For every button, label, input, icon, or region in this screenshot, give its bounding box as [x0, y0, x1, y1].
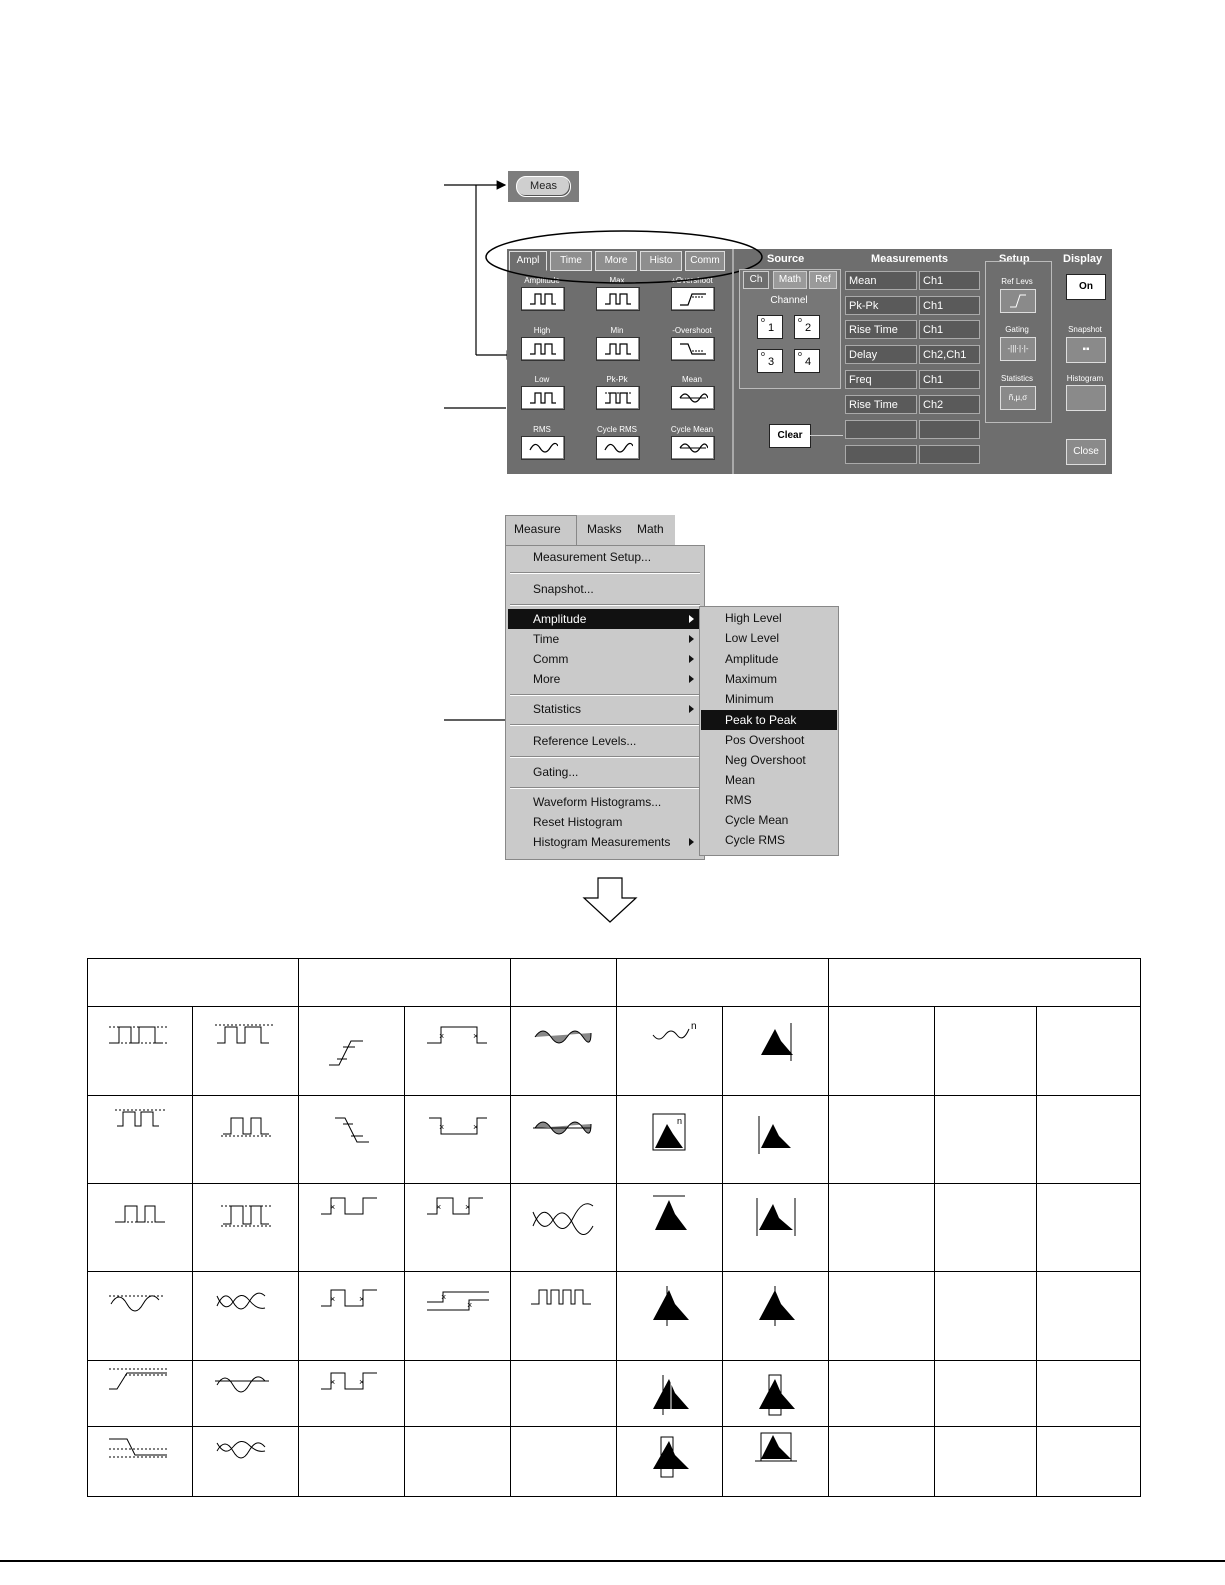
menu-item-histogram-measurements[interactable]: Histogram Measurements: [533, 835, 671, 849]
amplitude-label: Amplitude: [524, 276, 560, 285]
period-icon: [317, 1194, 387, 1234]
svg-text:×: ×: [358, 1377, 364, 1388]
phase-wave-icon: [529, 1196, 599, 1246]
submenu-cycle-rms[interactable]: Cycle RMS: [725, 833, 786, 847]
svg-text:×: ×: [464, 1201, 470, 1212]
frequency-icon: [423, 1194, 493, 1234]
table-cell: [935, 1183, 1037, 1271]
fall-time-icon: [317, 1110, 387, 1160]
table-header-cell: [829, 959, 1141, 1007]
table-cell: [405, 1426, 511, 1496]
submenu-pos-overshoot[interactable]: Pos Overshoot: [725, 733, 805, 747]
meas-row-2-name[interactable]: Pk-Pk: [845, 296, 917, 315]
snapshot-label: Snapshot: [1068, 325, 1102, 334]
rms-wave-icon: [528, 440, 558, 456]
table-cell: [935, 1007, 1037, 1095]
submenu-neg-overshoot[interactable]: Neg Overshoot: [725, 753, 806, 767]
submenu-arrow-icon: [689, 705, 694, 713]
low-wave-icon: [528, 390, 558, 406]
measure-dropdown: [505, 545, 705, 860]
menu-item-amplitude[interactable]: Amplitude: [533, 612, 587, 626]
area-wave-icon: [529, 1021, 599, 1061]
table-cell: [617, 1183, 723, 1271]
table-cell: [1037, 1095, 1141, 1183]
submenu-high-level[interactable]: High Level: [725, 611, 782, 625]
channel-1-label: 1: [768, 322, 775, 334]
display-title: Display: [1063, 253, 1103, 265]
svg-text:n: n: [690, 1021, 697, 1033]
meas-row-2-source[interactable]: Ch1: [919, 296, 980, 315]
meas-row-1-name[interactable]: Mean: [845, 271, 917, 290]
cycle-mean-wave-icon: [678, 440, 708, 456]
histogram-mean-icon: [741, 1280, 811, 1330]
source-tab-ref[interactable]: Ref: [809, 271, 837, 289]
channel-3-label: 3: [768, 356, 775, 368]
meas-row-8-name[interactable]: [845, 445, 917, 464]
table-cell: [723, 1007, 829, 1095]
table-cell: [829, 1007, 935, 1095]
neg-overshoot-label: -Overshoot: [672, 326, 712, 335]
cycle-area-wave-icon: [529, 1110, 599, 1150]
channel-label: Channel: [770, 295, 808, 306]
snapshot-icon: ▪▪: [1082, 344, 1090, 355]
table-cell: [88, 1183, 193, 1271]
source-tab-ch[interactable]: Ch: [743, 271, 769, 289]
statistics-label: Statistics: [1000, 374, 1033, 383]
neg-overshoot-button[interactable]: [671, 337, 715, 361]
amplitude-low-icon: [105, 1198, 175, 1238]
submenu-arrow-icon: [689, 675, 694, 683]
table-cell: [511, 1007, 617, 1095]
table-cell: [511, 1272, 617, 1361]
table-header-cell: [511, 959, 617, 1007]
mean-button[interactable]: [671, 386, 715, 410]
histogram-peak-hits-icon: [635, 1190, 705, 1240]
svg-text:×: ×: [358, 1294, 364, 1305]
min-wave-icon: [603, 341, 633, 357]
submenu-amplitude[interactable]: Amplitude: [725, 652, 779, 666]
meas-row-3-source[interactable]: Ch1: [919, 320, 980, 339]
meas-row-6-name[interactable]: Rise Time: [845, 395, 917, 414]
waveform-count-icon: [635, 1017, 705, 1057]
table-cell: [405, 1361, 511, 1426]
high-wave-icon: [528, 341, 558, 357]
clear-connector: [810, 435, 843, 436]
max-wave-icon: [211, 1021, 281, 1061]
setup-title: Setup: [999, 253, 1030, 265]
meas-row-5-source[interactable]: Ch1: [919, 370, 980, 389]
menu-separator: [510, 572, 700, 574]
clear-button[interactable]: Clear: [769, 424, 811, 448]
table-cell: [723, 1095, 829, 1183]
histogram-label: Histogram: [1066, 374, 1104, 383]
menu-item-more[interactable]: More: [533, 672, 561, 686]
panel-divider: [732, 249, 734, 474]
submenu-arrow-icon: [689, 615, 694, 623]
mean-wave-icon: [678, 390, 708, 406]
table-cell: [88, 1361, 193, 1426]
meas-row-7-source[interactable]: [919, 420, 980, 439]
source-title: Source: [767, 253, 805, 265]
histogram-pk-pk-icon: [741, 1192, 811, 1242]
menu-item-waveform-histograms[interactable]: Waveform Histograms...: [533, 795, 662, 809]
rms-label: RMS: [533, 425, 551, 434]
table-cell: [193, 1007, 299, 1095]
table-cell: [88, 1095, 193, 1183]
menu-item-time[interactable]: Time: [533, 632, 560, 646]
table-cell: [935, 1361, 1037, 1426]
down-arrow-icon: [580, 876, 640, 926]
table-cell: [723, 1183, 829, 1271]
table-cell: [617, 1007, 723, 1095]
min-label: Min: [610, 326, 624, 335]
table-cell: [723, 1426, 829, 1496]
table-cell: [299, 1095, 405, 1183]
pk-pk-wave-icon: [211, 1198, 281, 1238]
submenu-minimum[interactable]: Minimum: [725, 692, 774, 706]
menu-separator: [510, 787, 700, 789]
table-cell: [299, 1361, 405, 1426]
svg-text:×: ×: [438, 1031, 444, 1042]
svg-text:n: n: [676, 1115, 682, 1126]
neg-overshoot-icon: [105, 1433, 175, 1463]
ref-levs-label: Ref Levs: [1001, 277, 1033, 286]
measurement-icon-table: [87, 958, 1141, 1497]
histogram-mean-sigma-icon: [741, 1369, 811, 1419]
table-cell: [829, 1095, 935, 1183]
meas-button[interactable]: [508, 171, 579, 202]
svg-text:×: ×: [440, 1292, 446, 1303]
table-cell: [193, 1272, 299, 1361]
menu-item-gating[interactable]: Gating...: [533, 765, 579, 779]
low-button[interactable]: [521, 386, 565, 410]
pk-pk-wave-icon: [603, 390, 633, 406]
table-cell: [723, 1361, 829, 1426]
table-cell: [299, 1183, 405, 1271]
submenu-rms[interactable]: RMS: [725, 793, 752, 807]
table-cell: [405, 1095, 511, 1183]
table-cell: [405, 1272, 511, 1361]
menu-measure[interactable]: Measure: [514, 522, 561, 536]
snapshot-button[interactable]: [1066, 337, 1106, 363]
svg-text:×: ×: [435, 1201, 441, 1212]
meas-row-5-name[interactable]: Freq: [845, 370, 917, 389]
histogram-min-icon: [741, 1110, 811, 1160]
table-cell: [723, 1272, 829, 1361]
submenu-low-level[interactable]: Low Level: [725, 631, 780, 645]
meas-row-3-name[interactable]: Rise Time: [845, 320, 917, 339]
table-cell: [829, 1361, 935, 1426]
mean-wave-icon: [211, 1367, 281, 1397]
menu-item-snapshot[interactable]: Snapshot...: [533, 582, 594, 596]
meas-row-6-source[interactable]: Ch2: [919, 395, 980, 414]
meas-row-7-name[interactable]: [845, 420, 917, 439]
rise-time-icon: [317, 1029, 387, 1079]
tab-more[interactable]: More: [595, 251, 637, 271]
menu-item-reset-histogram[interactable]: Reset Histogram: [533, 815, 623, 829]
max-label: Max: [609, 276, 625, 285]
submenu-arrow-icon: [689, 655, 694, 663]
pk-pk-label: Pk-Pk: [606, 375, 628, 384]
high-button[interactable]: [521, 337, 565, 361]
table-cell: [88, 1272, 193, 1361]
table-cell: [1037, 1272, 1141, 1361]
mean-label: Mean: [681, 375, 702, 384]
statistics-button[interactable]: ñ,μ,σ: [1000, 386, 1036, 410]
svg-text:×: ×: [329, 1377, 335, 1388]
channel-2-button[interactable]: o 2: [794, 315, 820, 339]
table-cell: [617, 1272, 723, 1361]
histogram-sigma-icon: [635, 1431, 705, 1481]
negative-width-icon: [423, 1110, 493, 1150]
meas-row-4-name[interactable]: Delay: [845, 345, 917, 364]
histogram-max-icon: [741, 1015, 811, 1065]
high-wave-icon: [105, 1106, 175, 1146]
cycle-rms-label: Cycle RMS: [596, 425, 637, 434]
tab-histo[interactable]: Histo: [640, 251, 682, 271]
cycle-rms-button[interactable]: [596, 436, 640, 460]
menu-bar: [505, 515, 675, 545]
table-cell: [193, 1361, 299, 1426]
menu-item-statistics[interactable]: Statistics: [533, 702, 582, 716]
menu-item-measurement-setup[interactable]: Measurement Setup...: [533, 550, 652, 564]
cycle-mean-button[interactable]: [671, 436, 715, 460]
table-cell: [829, 1426, 935, 1496]
table-cell: [829, 1272, 935, 1361]
table-cell: [1037, 1007, 1141, 1095]
tab-time[interactable]: Time: [550, 251, 592, 271]
cycle-rms-wave-icon: [603, 440, 633, 456]
menu-masks[interactable]: Masks: [587, 522, 622, 536]
neg-overshoot-icon: [678, 341, 708, 357]
cycle-mean-wave-icon: [211, 1433, 281, 1463]
histogram-button[interactable]: [1066, 385, 1106, 411]
submenu-maximum[interactable]: Maximum: [725, 672, 778, 686]
table-cell: [935, 1272, 1037, 1361]
svg-text:×: ×: [472, 1121, 478, 1132]
table-cell: [88, 1426, 193, 1496]
source-tab-math[interactable]: Math: [773, 271, 807, 289]
svg-text:×: ×: [472, 1031, 478, 1042]
meas-row-1-source[interactable]: Ch1: [919, 271, 980, 290]
tabs-highlight-ellipse: [479, 227, 769, 297]
gating-button[interactable]: -|||·|·|-: [1000, 337, 1036, 361]
high-label: High: [533, 326, 551, 335]
table-cell: [299, 1272, 405, 1361]
histogram-hits-icon: [635, 1110, 705, 1160]
svg-text:×: ×: [329, 1294, 335, 1305]
channel-1-button[interactable]: o 1: [757, 315, 783, 339]
rms-button[interactable]: [521, 436, 565, 460]
channel-3-button[interactable]: o 3: [757, 349, 783, 373]
menu-separator: [510, 604, 700, 606]
channel-4-label: 4: [805, 356, 812, 368]
menu-separator: [510, 756, 700, 758]
menu-math[interactable]: Math: [637, 522, 664, 536]
submenu-cycle-mean[interactable]: Cycle Mean: [725, 813, 789, 827]
menu-item-reference-levels[interactable]: Reference Levels...: [533, 734, 637, 748]
pk-pk-button[interactable]: [596, 386, 640, 410]
ref-levs-icon: [1008, 293, 1028, 309]
rms-wave-icon: [105, 1286, 175, 1326]
amplitude-submenu: [699, 606, 839, 856]
table-cell: [405, 1183, 511, 1271]
submenu-arrow-icon: [689, 838, 694, 846]
display-on-button[interactable]: On: [1066, 274, 1106, 300]
meas-row-8-source[interactable]: [919, 445, 980, 464]
measurements-title: Measurements: [871, 253, 949, 265]
cycle-mean-label: Cycle Mean: [670, 425, 714, 434]
duty-cycle-icon: [317, 1367, 387, 1397]
positive-width-icon: [423, 1019, 493, 1059]
channel-2-label: 2: [805, 322, 812, 334]
table-cell: [511, 1183, 617, 1271]
submenu-peak-to-peak[interactable]: Peak to Peak: [725, 713, 797, 727]
table-cell: [193, 1095, 299, 1183]
table-header-cell: [88, 959, 299, 1007]
svg-text:×: ×: [329, 1201, 335, 1212]
pos-width-icon: [317, 1284, 387, 1324]
menu-item-comm[interactable]: Comm: [533, 652, 569, 666]
table-cell: [405, 1007, 511, 1095]
svg-text:×: ×: [438, 1121, 444, 1132]
tab-comm[interactable]: Comm: [685, 251, 725, 271]
channel-4-button[interactable]: o 4: [794, 349, 820, 373]
ref-levs-button[interactable]: [1000, 289, 1036, 313]
table-cell: [617, 1095, 723, 1183]
table-cell: [1037, 1426, 1141, 1496]
meas-button-label: Meas: [516, 176, 571, 197]
submenu-arrow-icon: [689, 635, 694, 643]
min-button[interactable]: [596, 337, 640, 361]
svg-text:×: ×: [466, 1300, 472, 1311]
histogram-box-icon: [741, 1429, 811, 1469]
table-cell: [829, 1183, 935, 1271]
amplitude-wave-icon: [105, 1021, 175, 1061]
submenu-mean[interactable]: Mean: [725, 773, 756, 787]
table-cell: [193, 1183, 299, 1271]
table-cell: [511, 1426, 617, 1496]
pos-overshoot-icon: [105, 1367, 175, 1397]
table-cell: [88, 1007, 193, 1095]
tab-ampl[interactable]: Ampl: [509, 251, 547, 271]
table-cell: [511, 1361, 617, 1426]
table-header-cell: [617, 959, 829, 1007]
page-bottom-rule: [0, 1560, 1225, 1562]
delay-icon: [423, 1284, 493, 1324]
table-cell: [299, 1007, 405, 1095]
burst-width-icon: [529, 1284, 599, 1314]
measurement-panel: [507, 249, 1112, 474]
table-cell: [1037, 1183, 1141, 1271]
low-wave-icon: [211, 1110, 281, 1150]
histogram-std-dev-icon: [635, 1369, 705, 1419]
table-cell: [935, 1095, 1037, 1183]
menu-separator: [510, 724, 700, 726]
table-cell: [193, 1426, 299, 1496]
gating-label: Gating: [1005, 325, 1029, 334]
table-cell: [935, 1426, 1037, 1496]
menu-separator: [510, 694, 700, 696]
histogram-median-icon: [635, 1280, 705, 1330]
cycle-rms-wave-icon: [211, 1286, 281, 1326]
pos-overshoot-label: +Overshoot: [671, 276, 713, 285]
table-cell: [617, 1361, 723, 1426]
table-header-cell: [299, 959, 511, 1007]
table-cell: [617, 1426, 723, 1496]
meas-row-4-source[interactable]: Ch2,Ch1: [919, 345, 980, 364]
table-cell: [511, 1095, 617, 1183]
table-cell: [299, 1426, 405, 1496]
low-label: Low: [534, 375, 550, 384]
table-cell: [1037, 1361, 1141, 1426]
close-button[interactable]: Close: [1066, 439, 1106, 465]
